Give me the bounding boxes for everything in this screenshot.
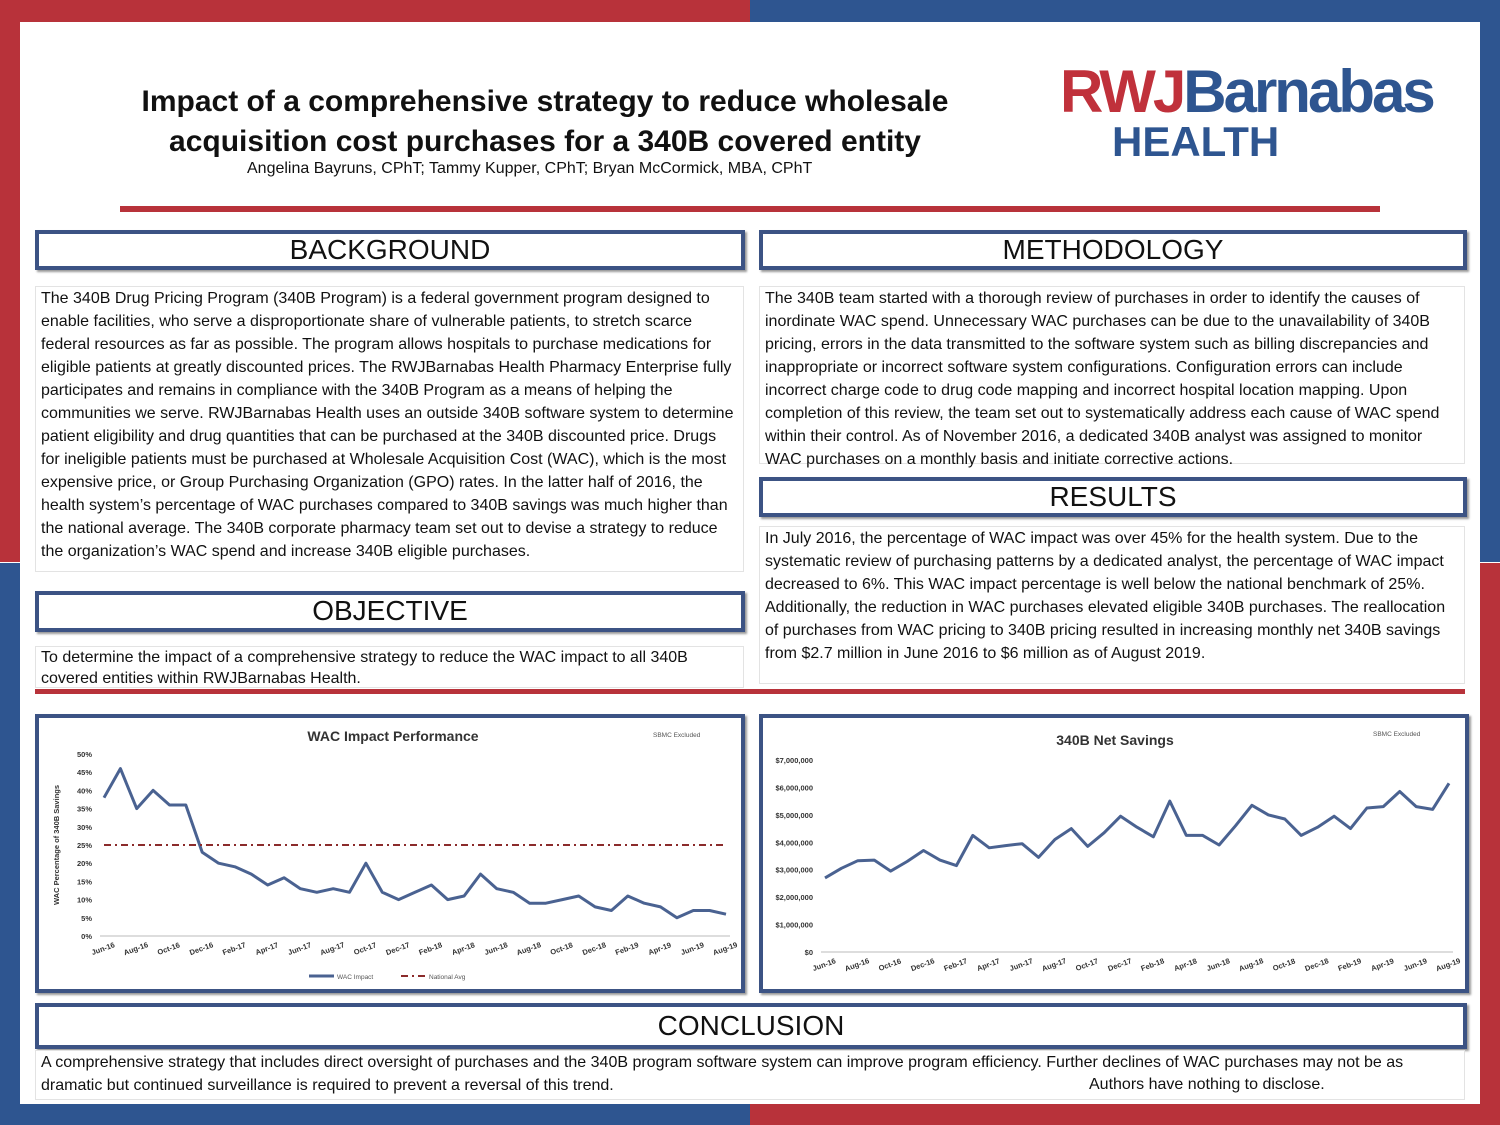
x-tick-label: Feb-18	[417, 940, 444, 958]
chart-title: 340B Net Savings	[1056, 732, 1174, 748]
y-tick-label: 25%	[76, 841, 92, 850]
x-tick-label: Jun-19	[1402, 956, 1429, 974]
background-heading: BACKGROUND	[35, 230, 745, 270]
x-tick-label: Aug-18	[1237, 956, 1265, 974]
x-tick-label: Aug-17	[318, 940, 346, 958]
chart-note: SBMC Excluded	[653, 732, 701, 739]
x-tick-label: Feb-18	[1139, 956, 1166, 974]
x-tick-label: Oct-18	[548, 940, 574, 957]
y-tick-label: 30%	[76, 822, 92, 832]
y-axis-label: WAC Percentage of 340B Savings	[52, 784, 61, 906]
chart-note: SBMC Excluded	[1373, 731, 1421, 738]
y-tick-label: $1,000,000	[775, 920, 813, 930]
y-tick-label: $7,000,000	[775, 756, 813, 765]
x-tick-label: Aug-19	[1434, 956, 1462, 974]
authors: Angelina Bayruns, CPhT; Tammy Kupper, CPhT; Bryan McCormick, MBA, CPhT	[247, 160, 813, 177]
y-tick-label: 0%	[81, 932, 92, 941]
methodology-heading: METHODOLOGY	[759, 230, 1467, 270]
y-tick-label: $5,000,000	[775, 810, 813, 820]
x-tick-label: Jun-16	[90, 940, 117, 958]
net-savings-chart	[759, 714, 1469, 993]
y-tick-label: $0	[804, 948, 813, 957]
x-tick-label: Oct-17	[352, 940, 378, 957]
x-tick-label: Aug-16	[843, 956, 871, 974]
x-tick-label: Jun-18	[1205, 956, 1232, 974]
conclusion-heading: CONCLUSION	[35, 1003, 1467, 1049]
x-tick-label: Jun-18	[483, 940, 509, 958]
methodology-text: The 340B team started with a thorough review of purchases in order to identify the causes of inordinate WAC spend. Unnecessary WAC purchases can be due to the unavailability of 340B pricing, errors in the data transmitted to the software system such as billing discrepancies and inappropriate or incorrect software system configurations. Configuration errors can include incorrect charge code to drug code mapping and incorrect hospital location mapping. Upon completion of this review, the team set out to systematically address each cause of WAC spend within their control. As of November 2016, a dedicated 340B analyst was assigned to monitor WAC purchases on a monthly basis and initiate corrective actions.	[759, 286, 1465, 464]
x-tick-label: Jun-17	[1008, 956, 1035, 974]
objective-heading: OBJECTIVE	[35, 591, 745, 632]
y-tick-label: 15%	[76, 877, 92, 887]
x-tick-label: Oct-18	[1271, 956, 1297, 973]
logo-rwj: RWJ	[1060, 58, 1184, 125]
chart-title: WAC Impact Performance	[307, 728, 479, 744]
y-tick-label: 40%	[76, 786, 92, 796]
x-tick-label: Apr-18	[1172, 956, 1199, 973]
results-heading: RESULTS	[759, 477, 1467, 517]
y-tick-label: 45%	[76, 768, 92, 778]
section-divider	[35, 689, 1465, 694]
x-tick-label: Oct-16	[156, 940, 182, 957]
net-savings-chart-svg	[763, 718, 1465, 989]
poster-title	[60, 82, 1030, 162]
logo-barnabas: Barnabas	[1183, 58, 1433, 125]
x-tick-label: Jun-17	[286, 940, 313, 958]
legend-avg-label: National Avg	[429, 974, 466, 981]
title-line-2: acquisition cost purchases for a 340B covered entity	[169, 125, 921, 158]
x-tick-label: Dec-18	[581, 940, 608, 958]
x-tick-label: Dec-16	[188, 940, 215, 958]
series-line	[825, 783, 1449, 878]
logo-health: HEALTH	[1112, 118, 1280, 165]
x-tick-label: Aug-17	[1040, 956, 1068, 974]
conclusion-text: A comprehensive strategy that includes direct oversight of purchases and the 340B program software system can improve program efficiency. Further declines of WAC purchases may not be as dramatic but continued surveillance is required to prevent a reversal of this trend.	[35, 1050, 1465, 1100]
x-tick-label: Apr-17	[975, 956, 1002, 973]
wac-impact-chart	[35, 714, 745, 993]
disclosure: Authors have nothing to disclose.	[1089, 1076, 1325, 1093]
objective-text: To determine the impact of a comprehensive strategy to reduce the WAC impact to all 340B covered entities within RWJBarnabas Health.	[35, 646, 744, 688]
title-divider	[120, 206, 1380, 212]
x-tick-label: Apr-19	[646, 940, 673, 957]
y-tick-label: 10%	[76, 895, 92, 905]
title-line-1: Impact of a comprehensive strategy to reduce wholesale	[141, 85, 949, 118]
x-tick-label: Dec-17	[384, 940, 411, 958]
series-line	[104, 769, 726, 918]
y-tick-label: $4,000,000	[775, 838, 813, 848]
x-tick-label: Feb-17	[221, 940, 247, 958]
y-tick-label: $2,000,000	[775, 893, 813, 903]
x-tick-label: Aug-19	[711, 940, 739, 958]
y-tick-label: $3,000,000	[775, 865, 813, 875]
x-tick-label: Feb-19	[1336, 956, 1363, 974]
x-tick-label: Oct-16	[877, 956, 903, 973]
x-tick-label: Jun-16	[811, 956, 838, 974]
y-tick-label: 50%	[76, 750, 92, 759]
y-tick-label: 5%	[81, 913, 92, 923]
y-tick-label: 35%	[76, 804, 92, 814]
x-tick-label: Aug-16	[122, 940, 150, 958]
y-tick-label: $6,000,000	[775, 783, 813, 793]
x-tick-label: Dec-17	[1106, 956, 1133, 974]
x-tick-label: Feb-17	[942, 956, 969, 974]
x-tick-label: Oct-17	[1074, 956, 1100, 973]
wac-impact-chart-svg	[39, 718, 741, 989]
x-tick-label: Feb-19	[614, 940, 640, 958]
x-tick-label: Dec-16	[909, 956, 936, 974]
x-tick-label: Apr-19	[1369, 956, 1396, 973]
y-tick-label: 20%	[76, 859, 92, 869]
x-tick-label: Jun-19	[679, 940, 706, 958]
legend-wac-label: WAC Impact	[337, 974, 374, 981]
x-tick-label: Apr-18	[450, 940, 476, 957]
background-text: The 340B Drug Pricing Program (340B Program) is a federal government program designed to enable facilities, who serve a disproportionate share of vulnerable patients, to stretch scarce federal resources as far as possible. The program allows hospitals to purchase medications for eligible patients at greatly discounted prices. The RWJBarnabas Health Pharmacy Enterprise fully participates and remains in compliance with the 340B Program as a means of helping the communities we serve. RWJBarnabas Health uses an outside 340B software system to determine patient eligibility and drug quantities that can be purchased at the 340B discounted price. Drugs for ineligible patients must be purchased at Wholesale Acquisition Cost (WAC), which is the most expensive price, or Group Purchasing Organization (GPO) rates. In the latter half of 2016, the health system’s percentage of WAC purchases compared to 340B savings was much higher than the national average. The 340B corporate pharmacy team set out to devise a strategy to reduce the organization’s WAC spend and increase 340B eligible purchases.	[35, 286, 744, 572]
x-tick-label: Aug-18	[515, 940, 543, 958]
x-tick-label: Dec-18	[1303, 956, 1330, 974]
x-tick-label: Apr-17	[254, 940, 280, 957]
rwjbarnabas-logo	[1060, 58, 1450, 165]
results-text: In July 2016, the percentage of WAC impact was over 45% for the health system. Due to the systematic review of purchasing patterns by a dedicated analyst, the percentage of WAC impact decreased to 6%. This WAC impact percentage is well below the national benchmark of 25%. Additionally, the reduction in WAC purchases elevated eligible 340B purchases. The reallocation of purchases from WAC pricing to 340B pricing resulted in increasing monthly net 340B savings from $2.7 million in June 2016 to $6 million as of August 2019.	[759, 526, 1465, 684]
